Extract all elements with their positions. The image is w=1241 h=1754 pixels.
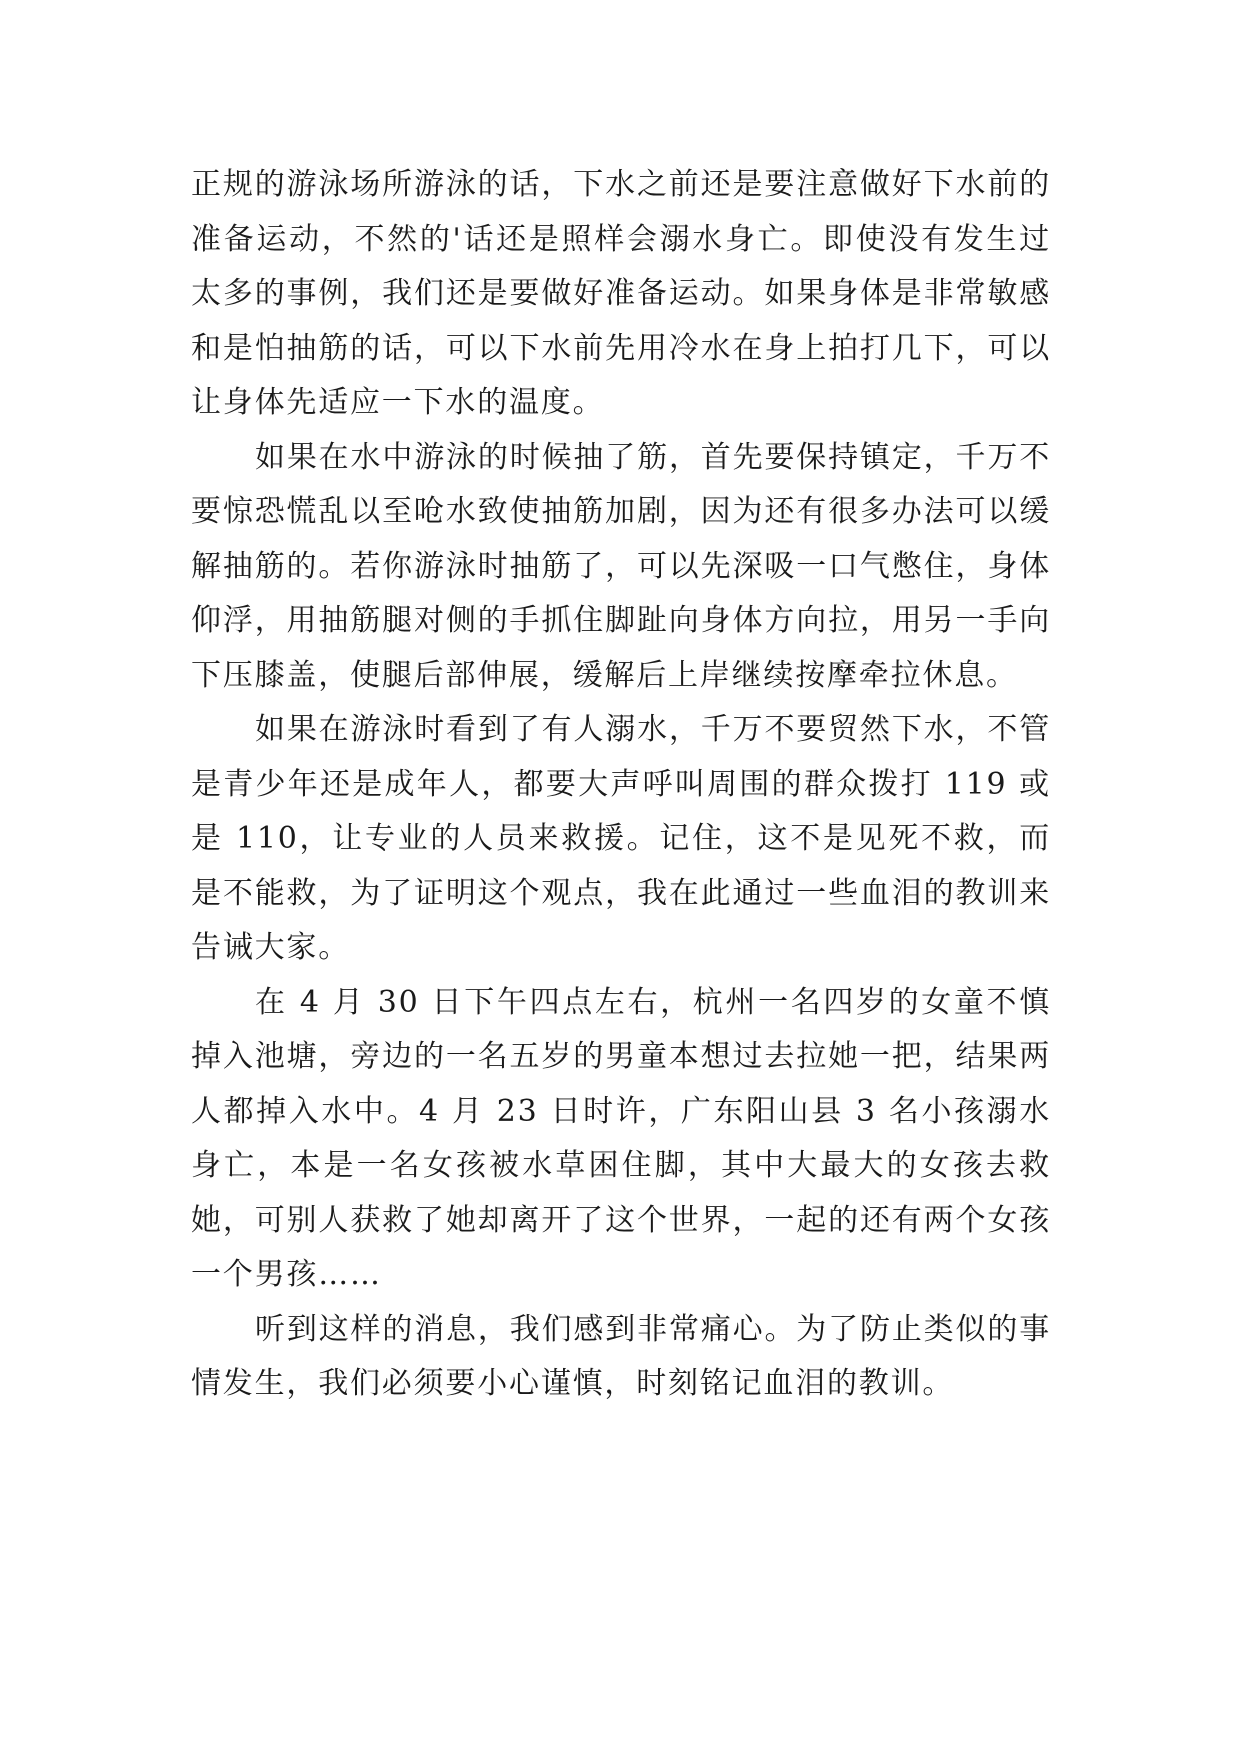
paragraph-cramp-advice: 如果在水中游泳的时候抽了筋，首先要保持镇定，千万不要惊恐慌乱以至呛水致使抽筋加剧，因为还有很多办法可以缓解抽筋的。若你游泳时抽筋了，可以先深吸一口气憋住，身体仰浮，用抽筋腿对侧的手抓住脚趾向身体方向拉，用另一手向下压膝盖，使腿后部伸展，缓解后上岸继续按摩牵拉休息。: [191, 439, 1051, 693]
paragraph-conclusion: 听到这样的消息，我们感到非常痛心。为了防止类似的事情发生，我们必须要小心谨慎，时刻铭记血泪的教训。: [191, 1311, 1051, 1401]
document-body: [191, 158, 1051, 1412]
paragraph-continuation: 正规的游泳场所游泳的话，下水之前还是要注意做好下水前的准备运动，不然的'话还是照样会溺水身亡。即使没有发生过太多的事例，我们还是要做好准备运动。如果身体是非常敏感和是怕抽筋的话，可以下水前先用冷水在身上拍打几下，可以让身体先适应一下水的温度。: [191, 167, 1051, 420]
paragraph-incidents: 在 4 月 30 日下午四点左右，杭州一名四岁的女童不慎掉入池塘，旁边的一名五岁的男童本想过去拉她一把，结果两人都掉入水中。4 月 23 日时许，广东阳山县 3 名小孩溺水身亡，本是一名女孩被水草困住脚，其中大最大的女孩去救她，可别人获救了她却离开了这个世界，一起的还有两个女孩一个男孩……: [191, 984, 1051, 1292]
paragraph-rescue-advice: 如果在游泳时看到了有人溺水，千万不要贸然下水，不管是青少年还是成年人，都要大声呼叫周围的群众拨打 119 或是 110，让专业的人员来救援。记住，这不是见死不救，而是不能救，为了证明这个观点，我在此通过一些血泪的教训来告诫大家。: [191, 712, 1051, 965]
